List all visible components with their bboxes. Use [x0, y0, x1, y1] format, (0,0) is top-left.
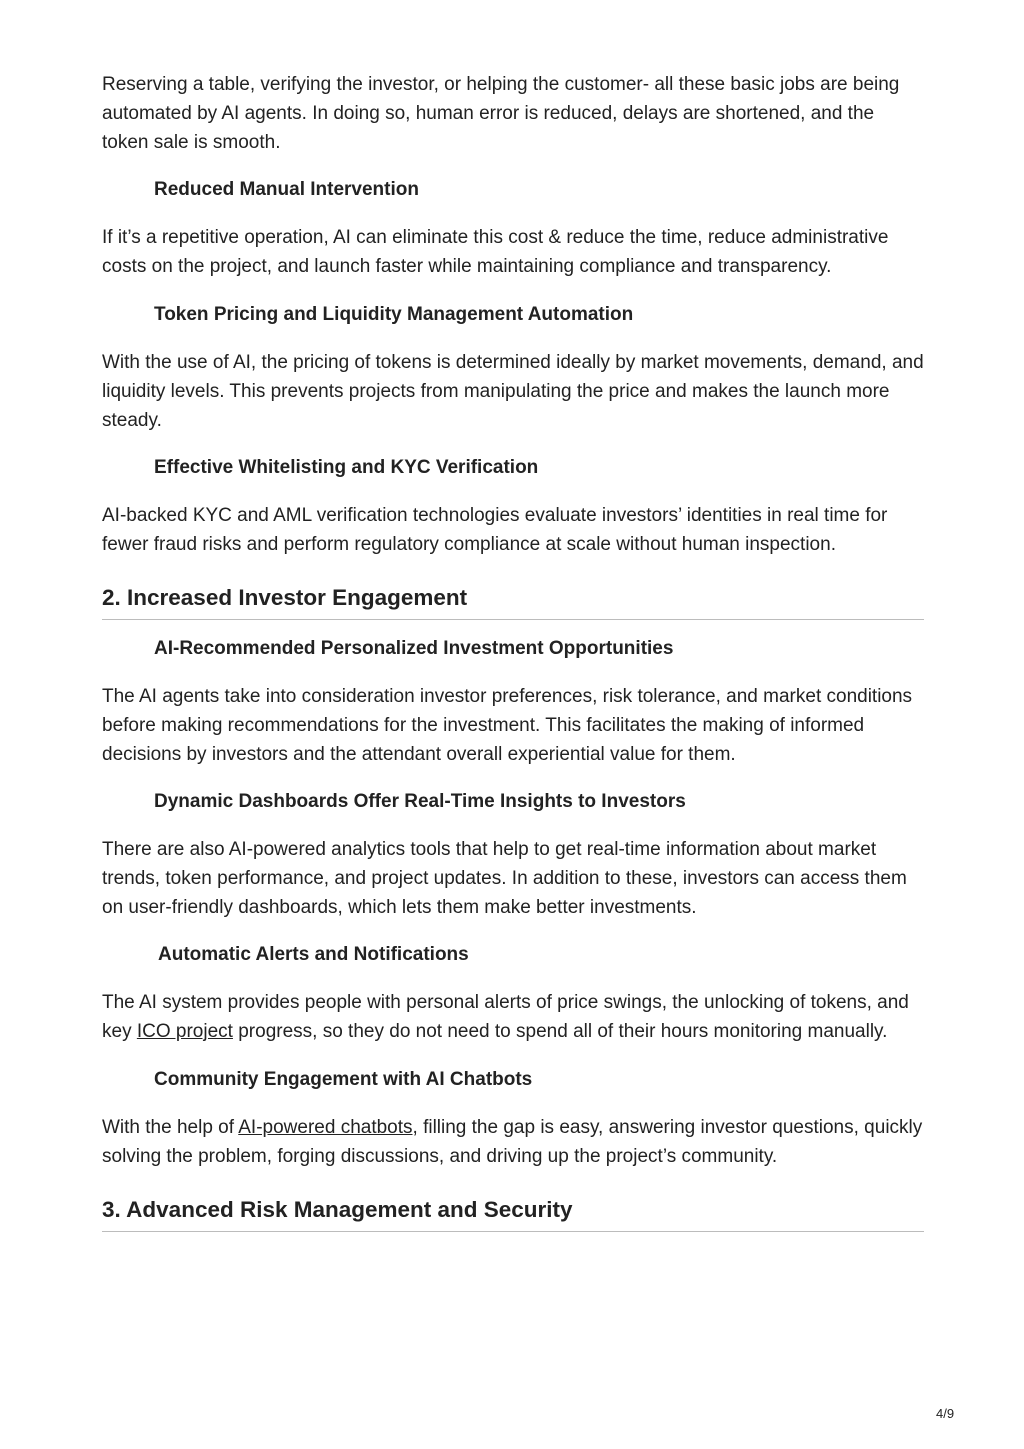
- token-pricing-paragraph: With the use of AI, the pricing of tokens is determined ideally by market movements, demand, and liquidity levels. This prevents projects from manipulating the price and makes the launch more steady.: [102, 352, 924, 431]
- personalized-heading: AI-Recommended Personalized Investment Opportunities: [154, 638, 674, 659]
- section-2-heading: 2. Increased Investor Engagement: [102, 583, 924, 620]
- alerts-text-before: The AI system provides people with personal alerts of price swings, the unlocking of tokens, and key: [102, 992, 909, 1042]
- chatbots-paragraph: [102, 1113, 924, 1171]
- chatbots-text-after: , filling the gap is easy, answering investor questions, quickly solving the problem, forging discussions, and driving up the project’s community.: [102, 1117, 923, 1167]
- whitelisting-paragraph: AI-backed KYC and AML verification technologies evaluate investors’ identities in real time for fewer fraud risks and perform regulatory compliance at scale without human inspection.: [102, 505, 888, 555]
- dashboards-heading: Dynamic Dashboards Offer Real-Time Insights to Investors: [154, 791, 686, 812]
- page-number: 4/9: [936, 1406, 955, 1421]
- personalized-paragraph: The AI agents take into consideration investor preferences, risk tolerance, and market conditions before making recommendations for the investment. This facilitates the making of informed decisions by investors and the attendant overall experiential value for them.: [102, 686, 913, 765]
- ai-chatbots-link[interactable]: AI-powered chatbots: [238, 1117, 413, 1138]
- alerts-paragraph: [102, 988, 924, 1046]
- alerts-heading: Automatic Alerts and Notifications: [158, 944, 469, 965]
- reduced-manual-paragraph: If it’s a repetitive operation, AI can eliminate this cost & reduce the time, reduce administrative costs on the project, and launch faster while maintaining compliance and transparency.: [102, 227, 889, 277]
- token-pricing-heading: Token Pricing and Liquidity Management Automation: [154, 304, 634, 325]
- reduced-manual-heading: Reduced Manual Intervention: [154, 179, 419, 200]
- whitelisting-heading: Effective Whitelisting and KYC Verification: [154, 457, 539, 478]
- ico-project-link[interactable]: ICO project: [136, 1021, 233, 1042]
- dashboards-paragraph: There are also AI-powered analytics tools that help to get real-time information about market trends, token performance, and project updates. In addition to these, investors can access them on user-friendly dashboards, which lets them make better investments.: [102, 839, 907, 918]
- chatbots-text-before: With the help of: [102, 1117, 239, 1138]
- section-3-heading: 3. Advanced Risk Management and Security: [102, 1195, 924, 1232]
- alerts-text-after: progress, so they do not need to spend all of their hours monitoring manually.: [232, 1021, 888, 1042]
- document-page: [102, 70, 924, 1232]
- intro-paragraph: Reserving a table, verifying the investor, or helping the customer- all these basic jobs are being automated by AI agents. In doing so, human error is reduced, delays are shortened, and the token sale is smooth.: [102, 74, 900, 153]
- chatbots-heading: Community Engagement with AI Chatbots: [154, 1069, 533, 1090]
